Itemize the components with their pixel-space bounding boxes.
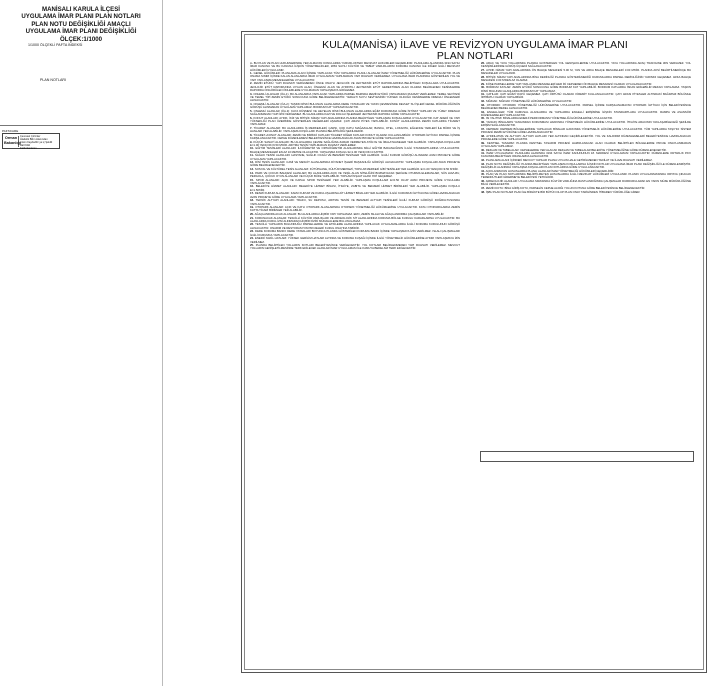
plan-note-text: PLAN NOTU DEĞİŞİKLİĞİ: PLANDA BELİRTİLEN YAPILAŞMA KOŞULLARINA İLİŞKİN NOTLAR UYGULAMA İMAR PLANI DEĞİŞİKLİĞİ İLE DÜZENLENMİŞTİR. DEĞİŞİKLİK ALANINDA YAPILAŞMA KOŞULLARI PLAN NOTLARINA GÖRE UYGULANACAKTIR. [481, 161, 691, 169]
plan-note-number: 17- [250, 191, 255, 196]
plan-note-number: 40- [481, 147, 486, 152]
plan-note-number: 6- [250, 115, 253, 120]
plan-note-text: KENTSEL TASARIM: PLANDA KENTSEL TASARIM PROJESİ HAZIRLANACAK ALAN OLARAK BELİRTİLEN BÖLGELERDE PROJE ONAYLANMADAN UYGULAMA YAPILAMAZ. [481, 140, 691, 148]
plan-note-text: İŞBU PLAN NOTLARI PLAN İLE BİRLİKTE BİR BÜTÜN OLUP PLAN ONAY TARİHİNDEN İTİBAREN YÜRÜRLÜĞE GİRER. [485, 189, 641, 194]
plan-note-number: 16- [250, 184, 255, 189]
plan-note-number: 27- [481, 67, 486, 72]
plan-note-text: TESCİLLİ YAPILARIN BULUNDUĞU PARSELLERDE VE ETKİLEME ALANLARINDA YAPILACAK UYGULAMALARDA İLGİLİ KORUMA KURULUNUN GÖRÜŞÜ ALINACAKTIR. ONARIM VE RESTORASYON PROJELERİ KURUL ONAYINA TABİDİR. [250, 222, 460, 230]
plan-note-number: 39- [481, 140, 486, 145]
plan-note-text: PLANLAMA ALANI İÇİNDEKİ MEVCUT YAPILAR PLANA UYGUN HALE GETİRİLMEDEN TADİLAT VE İLAVE RUHSATI VERİLEMEZ. [485, 158, 653, 163]
sheet-label: PAFTA/ARE [2, 129, 19, 133]
notes-column-left [250, 62, 460, 664]
plan-note-number: 28- [481, 74, 486, 79]
plan-note-text: OTOPARK: OTOPARK YÖNETMELİĞİ HÜKÜMLERİNE UYULACAKTIR. PARSEL İÇİNDE KARŞILANAMAYAN OTOPARK İHTİYACI İÇİN BELEDİYESİNCE BELİRLENEN BEDEL ALINACAKTIR. [481, 102, 691, 110]
plan-title-line: UYGULAMA İMAR PLANI PLAN NOTLARI [21, 13, 141, 21]
plan-note-text: ZEMİN KOTU: BİNA GİRİŞ KOTU, PARSELİN CEPHE ALDIĞI YOLUN KOTUNA GÖRE BELEDİYESİNCE BELİRLENECEKTİR. [485, 185, 646, 190]
plan-note-number: 24- [250, 236, 255, 241]
plan-note-number: 7- [250, 125, 253, 130]
plan-note-text: KÖŞE PARSELLERDE YAPI YAKLAŞMA MESAFELERİ HER İKİ CEPHEDEN ÖN BAHÇE MESAFESİ OLARAK UYGULANACAKTIR. [485, 81, 653, 86]
plan-note-text: YANGIN: BİNALARIN YANGINDAN KORUNMASI HAKKINDA YÖNETMELİK HÜKÜMLERİNE UYULACAKTIR. İTFAİYE ARACININ YAKLAŞABİLECEĞİ ŞEKİLDE ERİŞİM SAĞLANACAKTIR. [481, 120, 691, 128]
plan-note-text: İMAR UYGULAMASI: PLANLAMA ALANINDA 3194 SAYILI İMAR KANUNUNUN 18. MADDESİ UYGULAMASI YAPILACAKTIR. DÜZENLEME ORTAKLIK PAYI KANUNDA BELİRTİLEN ORANLARDA ALINACAKTIR. [481, 151, 691, 159]
plan-note-text: DİNİ TESİS ALANLARI: CAMİ VE MESCİT ALANLARINDA DİYANET İŞLERİ BAŞKANLIĞI GÖRÜŞÜ ALINACAKTIR. YAPILAŞMA KOŞULLARI AVAN PROJEYE GÖRE BELİRLENECEKTİR. [250, 160, 460, 168]
plan-note-number: 11- [250, 153, 254, 158]
approval-stamp [2, 133, 60, 149]
document-title-line: KULA(MANİSA) İLAVE VE REVİZYON UYGULAMA İMAR PLANI [322, 40, 628, 51]
plan-note-text: KORUNACAK ALANLAR: TESCİLLİ KÜLTÜR VARLIKLARI VE ARKEOLOJİK SİT ALANLARINDA KORUMA BÖLGE KURULU KARARLARINA UYULACAKTIR. BU ALANLARDA KURUL İZNİ ALINMADAN HİÇBİR FİZİKİ MÜDAHALEDE BULUNULAMAZ. [250, 215, 460, 223]
plan-note-text: SAĞLIK TESİSİ ALANLARI: HASTANE, SAĞLIK OCAĞI VE BENZERİ TESİSLER YER ALABİLİR. İLGİLİ KURUM GÖRÜŞÜ ALINARAK AVAN PROJEYE GÖRE UYGULAMA YAPILACAKTIR. [250, 153, 460, 161]
plan-note [481, 191, 691, 194]
document-subtitle: PLAN NOTLARI [436, 51, 514, 62]
plan-note-text: AĞAÇLANDIRILACAK ALANLAR: BU ALANLARDA HİÇBİR YAPI YAPILAMAZ. ERO, ZEMİN ISLAHI VE AĞAÇLANDIRMA ÇALIŞMALARI YAPILABİLİR. [254, 212, 445, 216]
plan-note-text: PLANDA BELİRTİLEN YOLLARIN KOTLARI BELEDİYESİNCE VERİLECEKTİR. YOL KOTLARI BELİRLENMEDEN YAPI RUHSATI VERİLEMEZ. MEVCUT YOLLARIN GENİŞLETİLMESİNDE TERK EDİLECEK ALANLAR İMAR UYGULAMASI İLE KAMUYA BEDELSİZ TERK EDİLECEKTİR. [250, 243, 460, 251]
plan-note-text: ENGELLİLER: TÜM KAMUSAL ALANLARDA VE YAPILARDA ENGELLİ ERİŞİMİNE İLİŞKİN STANDARTLARA UYULACAKTIR. RAMPA VE ASANSÖR DÜZENLEMELERİ YAPILACAKTIR. [481, 109, 691, 117]
plan-note-text: OTOPARK ALANLARI: AÇIK VE KATLI OTOPARK ALANLARINDA OTOPARK YÖNETMELİĞİ HÜKÜMLERİNE UYULACAKTIR. KATLI OTOPARKLARDA ZEMİN KATTA TİCARİ BİRİMLER YER ALABİLİR. [250, 205, 460, 213]
plan-note-text: A- BU PLAN VE PLAN HÜKÜMLERİNDE YER ALMAYAN KONULARDA YÜRÜRLÜKTEKİ MEVZUAT HÜKÜMLERİ GEÇERLİDİR. PLANLAMA ALANINDA 3194 SAYILI İMAR KANUNU VE BU KANUNA İLİŞKİN YÖNETMELİKLER, 2863 SAYILI KÜLTÜR VE TABİAT VARLIKLARINI KORUMA KANUNU İLE DİĞER İLGİLİ MEVZUAT HÜKÜMLERİ UYGULANIR. [250, 62, 460, 72]
plan-note-text: ÇATILAR: ÇATI EĞİMİ %33'Ü GEÇEMEZ. ÇATI ÖRTÜSÜ OLARAK KİREMİT KULLANILACAKTIR. ÇATI ARASI PİYESLER ALTINDAKİ BAĞIMSIZ BÖLÜMLE İRTİBATLI OLARAK YAPILABİLİR. [481, 92, 691, 100]
plan-note-text: KONUT ALANLARI: AYRIK, İKİZ VE BİTİŞİK NİZAM YAPI ADALARINDA PLANDA BELİRTİLEN YAPILAŞMA KOŞULLARINA UYULACAKTIR. KAT ADEDİ VE YAPI YÜKSEKLİĞİ PLAN ÜZERİNDE GÖSTERİLEN DEĞERLERİ AŞAMAZ. ÇATI ARASI PİYES YAPILABİLİR. KONUT ALANLARINDA ZEMİN KATLARDA TİCARET YAPILAMAZ. [250, 115, 460, 127]
plan-title-line: MANİSALI KARULA İLÇESİ [42, 6, 120, 13]
plan-note-text: ZEMİN ETÜDÜ: YAPI RUHSATI VERİLMEDEN ÖNCE ONAYLI JEOLOJİK VE JEOTEKNİK ETÜT RAPORLARINDA BELİRTİLEN KOŞULLARA UYULACAKTIR. JEOLOJİK ETÜT RAPORUNDA UYGUN ALAN, ÖNLEMLİ ALAN VE AYRINTILI JEOTEKNİK ETÜT GEREKTİREN ALAN OLARAK BELİRLENEN KESİMLERDE RAPORDA ÖNGÖRÜLEN ÖNLEMLERE UYULMADAN YAPILAŞMAYA GİDİLEMEZ. [250, 81, 460, 92]
plan-note-number: 26- [481, 62, 486, 65]
plan-note-text: BELEDİYE HİZMET ALANLARI: BELEDİYE HİZMET BİNASI, İTFAİYE, ZABITA VE BENZERİ HİZMET BİRİMLERİ YER ALABİLİR. YAPILAŞMA KOŞULU E=1.50'DİR. [250, 184, 460, 192]
plan-note-text: BİTİŞİK NİZAM YAPI ADALARINDA BİNA DERİNLİĞİ PLANDA GÖSTERİLMEDİĞİ DURUMLARDA PARSEL DERİNLİĞİNİN YARISINI GEÇEMEZ. ARKA BAHÇE MESAFESİ 3.00 M'DEN AZ OLAMAZ. [481, 74, 691, 83]
plan-note-number: 34- [481, 109, 486, 114]
plan-note-number: 33- [481, 102, 486, 107]
plan-note-number: 47- [481, 185, 486, 190]
plan-note-text: RESMİ KURUM ALANLARI: KAMU KURUM VE KURULUŞLARINA AİT HİZMET BİNALARI YER ALABİLİR. İLGİLİ KURUMUN İHTİYACINA GÖRE HAZIRLANACAK AVAN PROJEYE GÖRE UYGULAMA YAPILACAKTIR. [250, 191, 460, 199]
plan-note-text: ARAÇ VE YAYA YOLLARINDA PLANDA GÖSTERİLEN YOL GENİŞLİKLERİNE UYULACAKTIR. YAYA YOLLARINDA ARAÇ TRAFİĞİNE İZİN VERİLMEZ. YOL KESİŞİMLERİNDE GÖRÜŞ ÜÇGENİ SAĞLANACAKTIR. [481, 62, 691, 69]
stamp-logo: Orman Bakanlığı [4, 136, 21, 145]
document-title [250, 40, 700, 62]
plan-note-text: SOSYAL VE KÜLTÜREL TESİS ALANLARI: KÜTÜPHANE, KÜLTÜR MERKEZİ, TOPLUM MERKEZİ GİBİ TESİSLER YER ALABİLİR. E=1.00 YENÇOK=9.50 M'DİR. [254, 167, 459, 172]
plan-note-text: AÇIKLANMAYAN HUSUSLARDA PLANLI ALANLAR İMAR YÖNETMELİĞİ HÜKÜMLERİ GEÇERLİDİR. [485, 168, 615, 173]
plan-note-number: 37- [481, 126, 486, 131]
stamp-line: Çevresel Çizimler [20, 135, 41, 138]
plan-note-text: ARKEOLOJİK ALANLAR: UYGULAMA SIRASINDA KÜLTÜR VARLIĞINA RASTLANDIĞINDA ÇALIŞMALAR DURDURULARAK EN YAKIN MÜZE MÜDÜRLÜĞÜNE BİLGİ VERİLECEKTİR. [481, 179, 691, 187]
left-panel-divider [162, 0, 163, 686]
plan-note-text: REKLAM VE TABELALAR: CEPHELERDE YER ALACAK REKLAM VE TABELALAR BELEDİYE YÖNETMELİĞİNE GÖRE DÜZENLENECEKTİR. [485, 147, 667, 152]
plan-note-number: 14- [250, 170, 255, 175]
plan-title-line: UYGULAMA İMAR PLANI DEĞİŞİKLİĞİ [25, 28, 137, 36]
plan-note-number: 10- [250, 146, 255, 151]
plan-note-number: 42- [481, 158, 486, 163]
plan-note-number: 30- [481, 85, 486, 90]
plan-note-text: AYDINLATMA VE ALTYAPI: ALTYAPI HATLARI YER ALTINDAN GEÇİRİLECEKTİR. YOL VE KALDIRIM DÜZENLEMELERİ BELEDİYESİNCE HAZIRLANACAK PROJELERE GÖRE YAPILACAKTIR. [481, 133, 691, 142]
plan-note-text: TİCARET+KONUT ALANLARI: ZEMİN VE BİRİNCİ KATLARI TİCARET DİĞER KATLARI KONUT OLARAK KULLANILABİLİR. OTOPARK İHTİYACI PARSEL İÇİNDE KARŞILANACAKTIR. CEPHE DÜZENLEMESİ BELEDİYESİNCE HAZIRLANACAK AVAN PROJEYE GÖRE YAPILACAKTIR. [250, 132, 460, 140]
plan-note-number: 48- [481, 189, 486, 194]
stamp-line: Kaldırılanlarım [20, 147, 37, 151]
plan-note-number: 8- [250, 132, 253, 137]
highlighted-note-box [480, 451, 694, 462]
plan-note-number: 18- [250, 198, 255, 203]
plan-note-number: 35- [481, 116, 486, 121]
plan-note-text: GENEL HÜKÜMLER: PLANLAMA ALANI İÇİNDE YAPILACAK TÜM YAPILARDA PLANLI ALANLAR İMAR YÖNETMELİĞİ HÜKÜMLERİNE UYULACAKTIR. PLAN ONAMA SINIRI İÇİNDE KALAN ALANLARDA İMAR UYGULAMASI YAPILMADAN YAPI RUHSATI VERİLEMEZ. UYGULAMA İMAR PLANINDA GÖSTERİLEN YOL VE YAPI YAKLAŞMA MESAFELERİNE UYULACAKTIR. [250, 71, 460, 82]
plan-note-text: AYRIK NİZAM YAPI ADALARINDA ÖN BAHÇE MESAFESİ 5.00 M, YAN VE ARKA BAHÇE MESAFELERİ 3.00 M'DİR. PLANDA AKSİ BELİRTİLMEDİKÇE BU MESAFELER UYGULANIR. [481, 67, 691, 76]
plan-note-number: 36- [481, 120, 486, 125]
plan-note-text: DEPREM: DEPREM BÖLGELERİNDE YAPILACAK BİNALAR HAKKINDA YÖNETMELİK HÜKÜMLERİNE UYULACAKTIR. TÜM YAPILARDA TAŞIYICI SİSTEM PROJESİ ZEMİN ETÜDÜNE GÖRE HAZIRLANACAKTIR. [481, 126, 691, 135]
plan-note-text: ISI YALITIMI: BİNALARDA ENERJİ PERFORMANSI YÖNETMELİĞİ HÜKÜMLERİNE UYULACAKTIR. [485, 116, 613, 121]
plan-note-text: ONLEMLİ ALANLAR (ÖA-2): TAŞKIN RİSKİ BULUNAN ALANLARDA DERE YATAKLARI VE YAKIN ÇEVRESİNDE DEVLET SU İŞLERİ GENEL MÜDÜRLÜĞÜNÜN GÖRÜŞÜ ALINMADAN UYGULAMA YAPILAMAZ. BODRUM KAT YAPILMAYACAKTIR. [250, 101, 460, 110]
plan-note-number: 38- [481, 133, 486, 138]
plan-note-number: 29- [481, 81, 486, 86]
plan-note-text: KÜÇÜK SANAYİ ALANLARI: BU ALANLARDA ÇEVRE SAĞLIĞINA ZARAR VERMEYEN ATÖLYE VE İMALATHANELER YER ALABİLİR. YAPILAŞMA KOŞULLARI E=1.00 YENÇOK=9.50 M'DİR. ARITMA TESİSİ YAPILMADAN RUHSAT VERİLEMEZ. [250, 139, 460, 147]
plan-note-number: 41- [481, 151, 486, 156]
plan-note-text: DERE KORUMA BANDI: DERE YATAKLARI BOYUNCA PLANDA GÖSTERİLEN KORUMA BANDI İÇİNDE YAPILAŞMAYA İZİN VERİLMEZ. ISLAH ÇALIŞMALARI İLGİLİ KURUMCA YAPILACAKTIR. [250, 229, 460, 237]
plan-note-number: 23- [250, 229, 255, 234]
plan-note-text: TİCARET ALANLARI: BU ALANLARDA İŞ MERKEZLERİ, ÇARŞI, ÇOK KATLI MAĞAZALAR, BANKA, OTEL, LOKANTA, EĞLENCE YERLERİ İLE BÜRO VE İŞ HANLARI YER ALABİLİR. YAPILAŞMA KOŞULLARI PLANDA BELİRTİLDİĞİ ŞEKİLDEDİR. [250, 125, 460, 134]
plan-note-number: 21- [250, 215, 255, 220]
plan-note-text: EĞİTİM TESİSLERİ ALANLARI: İLKÖĞRETİM VE ORTAÖĞRETİM ALANLARINDA MİLLİ EĞİTİM BAKANLIĞININ İLGİLİ STANDARTLARINA UYULACAKTIR. BAHÇE MESAFELERİ EN AZ 10 METRE OLACAKTIR. YAPILAŞMA KOŞULU E=1.00 YENÇOK=4 KATTIR. [250, 146, 460, 154]
plan-title-block [0, 6, 162, 43]
plan-note-text: BODRUM KATLAR: ZEMİN ETÜDÜ SONUCUNA GÖRE BODRUM KAT YAPILABİLİR. BODRUM KATLARDA İSKAN EDİLEBİLİR MEKAN YAPILAMAZ. TAŞKIN RİSKİ BULUNAN ALANLARDA BODRUM KAT YAPILAMAZ. [481, 85, 691, 93]
stamp-line: Bal Kilidi [20, 144, 30, 148]
plan-note-number: 2- [250, 81, 253, 86]
plan-note-number: 19- [250, 205, 255, 210]
plan-note-number: 22- [250, 222, 255, 227]
sheet-index-label: 1/1000 ÖLÇEKLİ PAFTA İNDEKSİ [28, 43, 83, 47]
plan-title-line: PLAN NOTU DEĞİŞİKLİĞİ AMAÇLI [31, 20, 131, 28]
plan-note-number: 43- [481, 161, 486, 166]
plan-note-text: ONLEMLİ ALANLAR (ÖA-3): KAYA DÜŞMESİ VE HEYELAN RİSKİ BULUNAN ALANLARDA EĞİM DURUMUNA GÖRE İSTİNAT YAPILARI VE YÜZEY DRENAJI SAĞLANMADAN YAPI İZNİ VERİLEMEZ. BU ALANLARDA KAZI VE DOLGU İŞLEMLERİ JEOTEKNİK RAPORA GÖRE YAPILACAKTIR. [250, 108, 460, 116]
plan-note-text: PARK VE ÇOCUK BAHÇESİ ALANLARI: BU ALANLARDA AÇIK VE YEŞİL ALAN NİTELİĞİNİ BOZMAYACAK ŞEKİLDE OTURMA ELEMANLARI, SÜS HAVUZU, PERGOLA, ÇOCUK OYUN ALANLARI VE KÜÇÜK BÜFE YAPILABİLİR. TOPLAM İNŞAAT ALANI %5'İ GEÇEMEZ. [250, 170, 460, 178]
stamp-line: Aladelik Bilim Alanından [20, 138, 48, 142]
plan-note-number: 46- [481, 179, 486, 184]
plan-note-number: 44- [481, 168, 486, 173]
left-horizontal-divider [0, 125, 162, 126]
plan-scale: ÖLÇEK:1/1000 [60, 35, 102, 43]
plan-notes-label: PLAN NOTLARI [40, 78, 66, 82]
plan-note-text: TEKNİK ALTYAPI ALANLARI: TRAFO, SU DEPOSU, ARITMA TESİSİ VE BENZERİ ALTYAPI TESİSLERİ İLGİLİ KURUM GÖRÜŞÜ DOĞRULTUSUNDA YAPILACAKTIR. [250, 198, 460, 206]
plan-note-number: 1- [250, 71, 253, 76]
plan-note-number: 45- [481, 172, 486, 177]
plan-note-number: 15- [250, 177, 255, 182]
plan-note-number: 20- [250, 212, 255, 216]
plan-note-number: 25- [250, 243, 255, 248]
notes-column-right [481, 62, 691, 664]
plan-note-number: 5- [250, 108, 253, 113]
plan-note-number: 12- [250, 160, 255, 165]
plan-note-number: 4- [250, 101, 253, 106]
plan-note-text: PLAN VE PLAN NOTLARINDA BELİRTİLMEYEN HUSUSLARDA İLGİLİ MEVZUAT HÜKÜMLERİ UYGULANIR. PLANIN UYGULANMASINDA ORTAYA ÇIKACAK TEREDDÜTLERİ GİDERMEYE BELEDİYESİ YETKİLİDİR. [481, 172, 691, 180]
stamp-line: Cisim Kaydedilir ya iç Şekilli [20, 141, 53, 145]
plan-note-text: SPOR ALANLARI: AÇIK VE KAPALI SPOR TESİSLERİ YER ALABİLİR. YAPILAŞMA KOŞULLARI E=0.50 OLUP AVAN PROJEYE GÖRE UYGULAMA YAPILACAKTIR. [250, 177, 460, 185]
plan-note-number: 13- [250, 167, 255, 172]
plan-note-number: 3- [250, 91, 253, 96]
plan-note-number: 9- [250, 139, 253, 144]
plan-note [250, 244, 460, 251]
plan-note-text: ONLEMLİ ALANLAR (ÖA-1): BU ALANLARDA YAPILACAK YAPILARDA PARSEL BAZINDA ZEMİN ETÜDÜ YAPILMADAN RUHSAT VERİLEMEZ. TEMEL SEVİYESİ VE TEMEL TİPİ ZEMİN ETÜDÜ SONUCUNA GÖRE BELİRLENECEKTİR. YERALTI SUYU SEVİYESİNİN YÜKSEK OLDUĞU KESİMLERDE DRENAJ ÖNLEMLERİ ALINACAKTIR. [250, 91, 460, 103]
plan-note-text: SIĞINAK: SIĞINAK YÖNETMELİĞİ HÜKÜMLERİNE UYULACAKTIR. [485, 99, 573, 104]
plan-note-number: 31- [481, 92, 486, 97]
plan-note-text: ENERJİ NAKİL HATLARI: YÜKSEK GERİLİM HATLARI ALTINDA VE KORUMA KUŞAĞI İÇİNDE İLGİLİ YÖNETMELİK HÜKÜMLERİNE AYKIRI YAPILAŞMAYA İZİN VERİLMEZ. [250, 236, 460, 244]
stamp-text [20, 135, 60, 150]
plan-note-number: 32- [481, 99, 486, 104]
